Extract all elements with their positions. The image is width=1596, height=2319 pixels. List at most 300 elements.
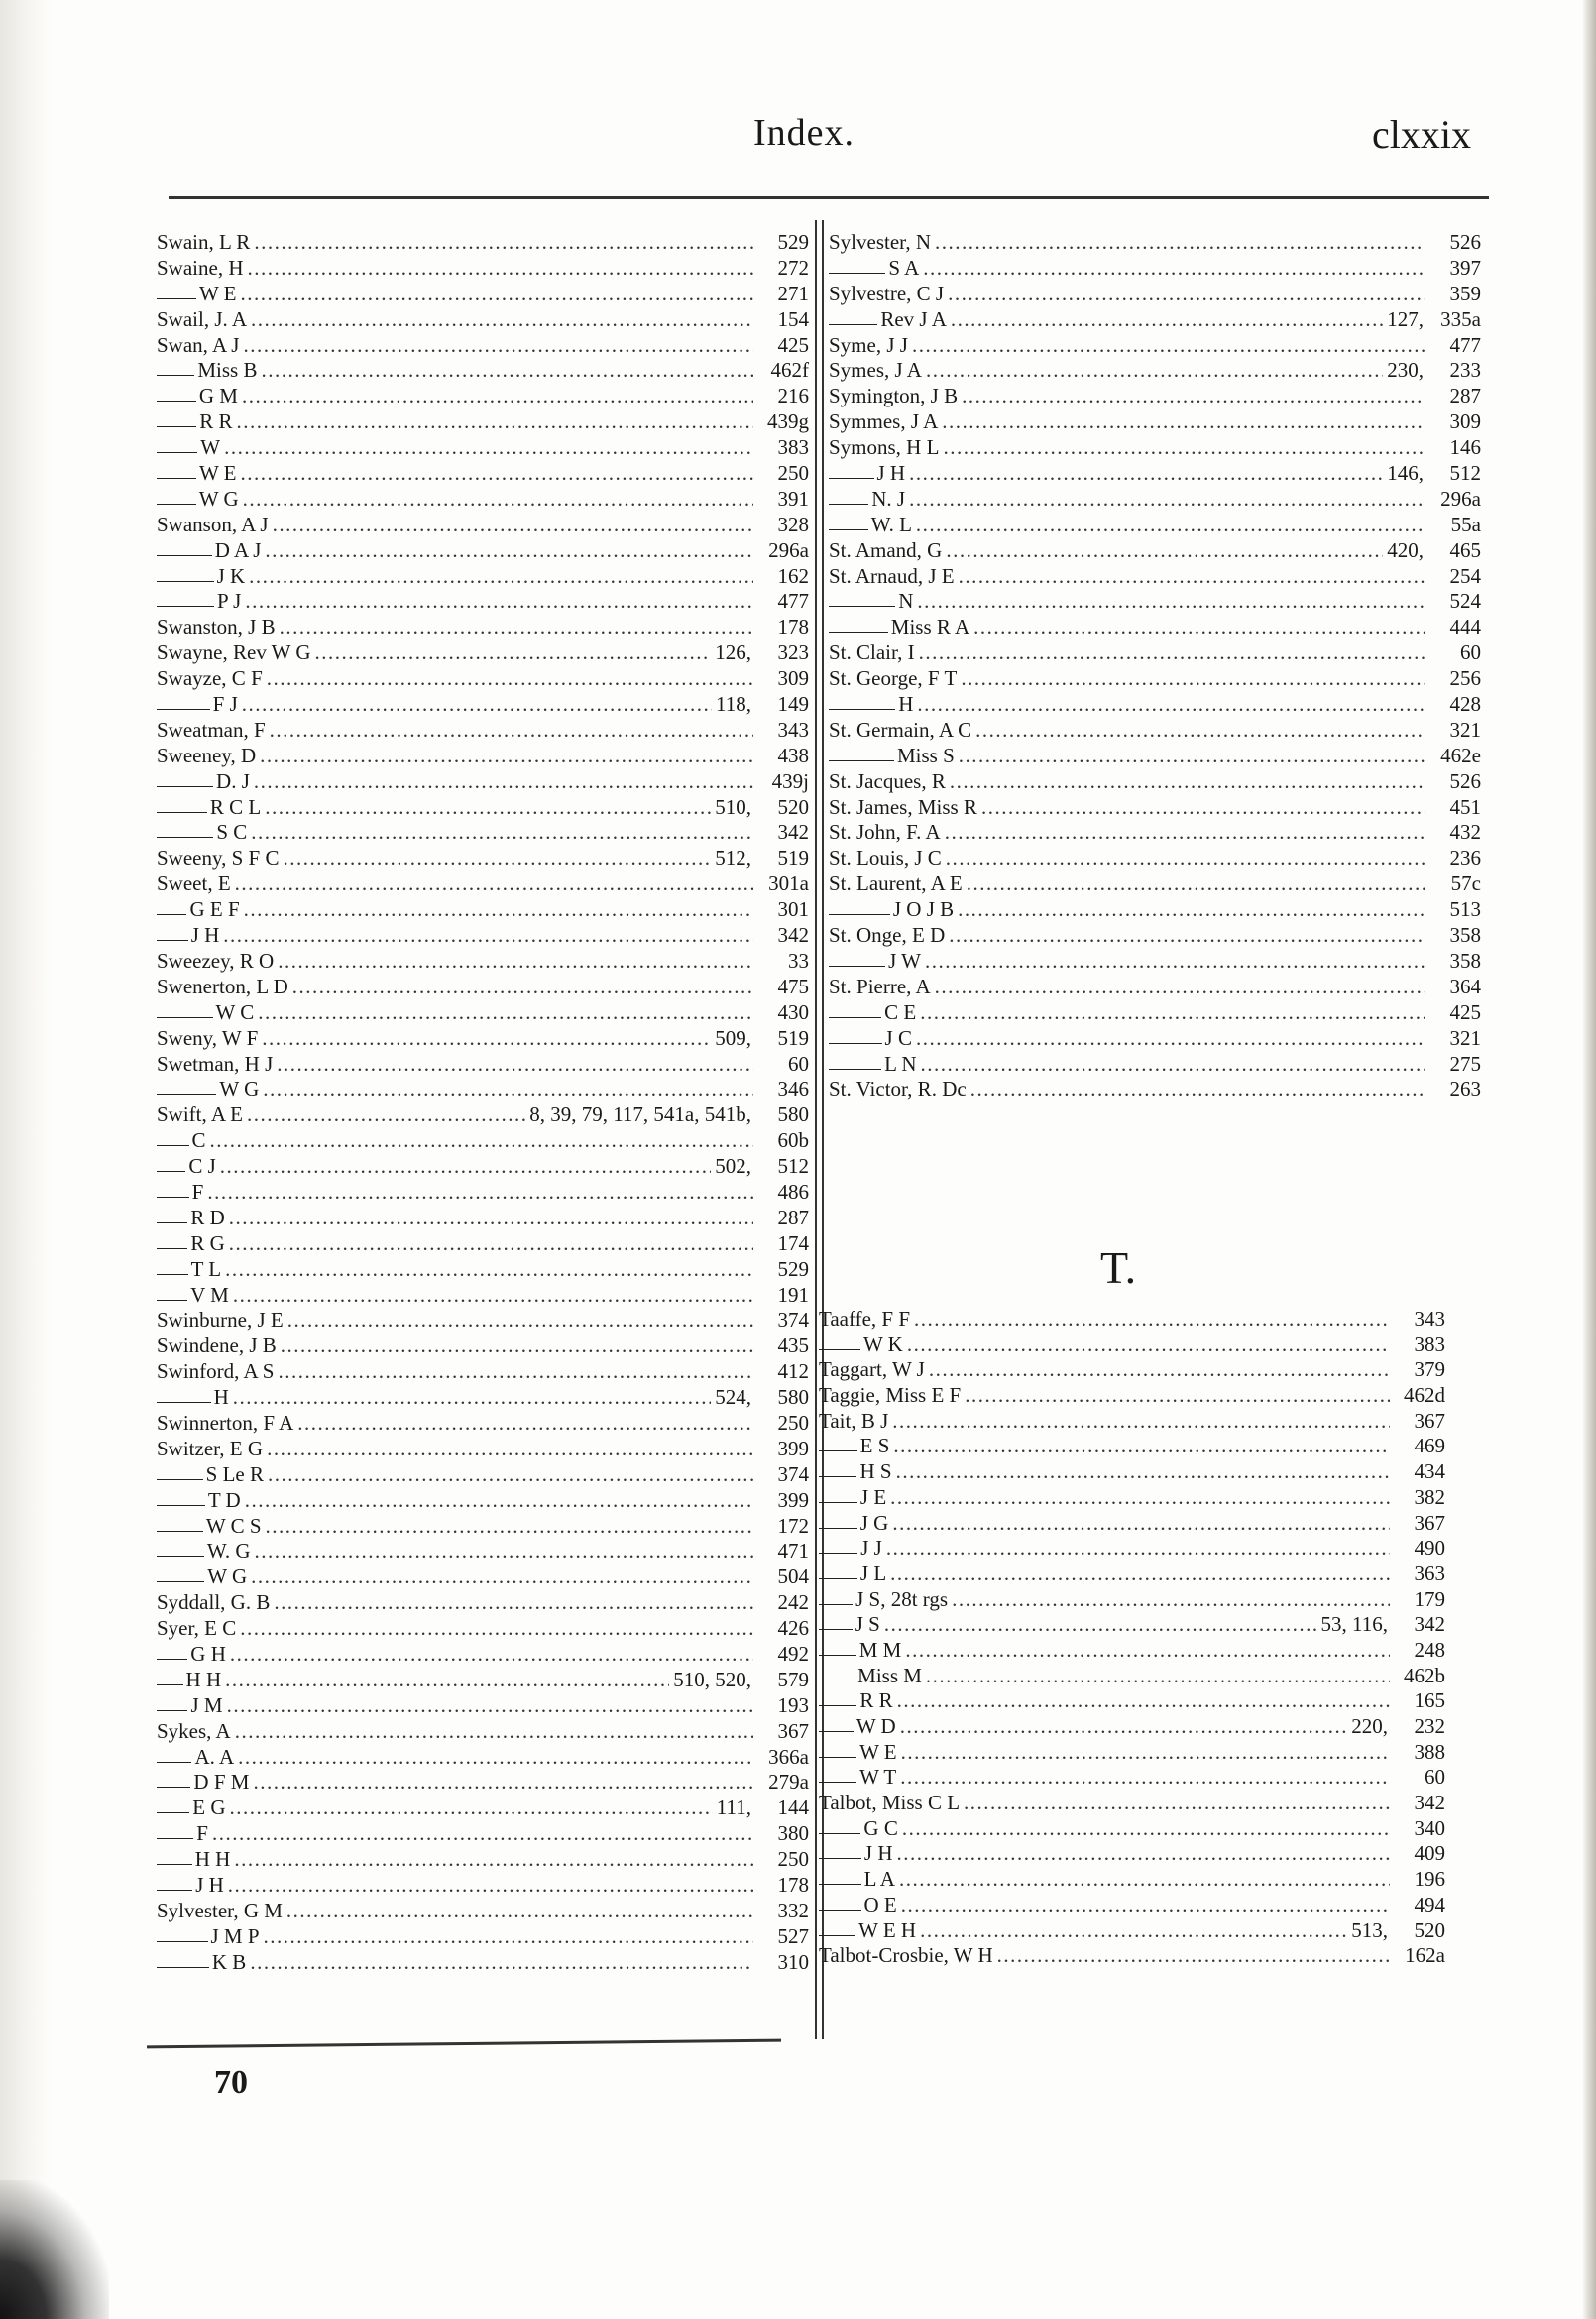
dot-leader <box>921 1052 1425 1078</box>
index-entry <box>157 1488 809 1514</box>
ditto-rule <box>157 1941 208 1942</box>
dot-leader <box>260 744 753 769</box>
entry-page: 425 <box>1449 999 1481 1024</box>
dot-leader <box>926 1664 1390 1689</box>
entry-name: Syer, E C <box>157 1616 237 1641</box>
entry-page: 367 <box>1414 1510 1445 1535</box>
dot-leader <box>942 409 1425 435</box>
index-entry <box>819 1791 1445 1816</box>
index-entry <box>819 1434 1445 1459</box>
entry-page: 242 <box>777 1590 809 1615</box>
ditto-rule <box>157 709 210 710</box>
entry-page: 529 <box>777 1256 809 1281</box>
index-entry <box>157 1642 809 1668</box>
index-entry <box>157 1437 809 1462</box>
entry-name: F <box>191 1179 204 1204</box>
ditto-rule <box>157 1531 203 1532</box>
entry-name: S Le R <box>205 1461 264 1486</box>
entry-page: 328 <box>777 512 809 536</box>
entry-name: S C <box>216 820 248 845</box>
entry-name: J H <box>863 1841 893 1866</box>
index-entry <box>819 1536 1445 1562</box>
entry-page: 475 <box>777 974 809 998</box>
index-entry <box>157 384 809 409</box>
page-edge <box>1582 0 1596 2319</box>
entry-page: 494 <box>1414 1892 1445 1916</box>
entry-name: O E <box>863 1892 897 1916</box>
entry-page: 296a <box>1440 486 1481 511</box>
entry-name: W G <box>219 1077 260 1102</box>
dot-leader <box>909 461 1383 487</box>
index-entry <box>829 949 1481 975</box>
entry-page: 486 <box>777 1179 809 1204</box>
entry-page: 254 <box>1449 563 1481 588</box>
entry-page: 524 <box>1449 589 1481 614</box>
dot-leader <box>262 1026 711 1052</box>
ditto-rule <box>157 1864 192 1865</box>
entry-name: W E <box>198 281 237 305</box>
dot-leader <box>251 307 753 333</box>
entry-name: W G <box>207 1565 248 1589</box>
entry-name: Switzer, E G <box>157 1436 264 1460</box>
index-entry <box>829 744 1481 769</box>
entry-name: W. L <box>870 512 912 536</box>
dot-leader <box>900 1765 1390 1791</box>
entry-page: 216 <box>777 384 809 408</box>
entry-name: St. Victor, R. Dc <box>829 1077 967 1102</box>
entry-page: 462b <box>1404 1663 1445 1687</box>
ditto-rule <box>819 1450 857 1451</box>
entry-page: 579 <box>777 1667 809 1691</box>
index-entry <box>829 230 1481 256</box>
entry-page: 55a <box>1450 512 1481 536</box>
entry-name: Miss B <box>197 358 258 383</box>
dot-leader <box>242 384 753 409</box>
entry-name: Sweatman, F <box>157 717 266 742</box>
entry-page: 526 <box>1449 230 1481 254</box>
dot-leader <box>207 1180 753 1206</box>
index-entry <box>819 1307 1445 1333</box>
entry-extra-pages: 118, <box>716 692 751 717</box>
ditto-rule <box>157 1710 187 1711</box>
ditto-rule <box>157 1762 191 1763</box>
dot-leader <box>946 846 1425 871</box>
dot-leader <box>959 744 1425 769</box>
index-entry <box>819 1740 1445 1766</box>
dot-leader <box>950 769 1425 795</box>
ditto-rule <box>157 1145 189 1146</box>
index-entry <box>819 1333 1445 1358</box>
entry-name: H H <box>194 1847 231 1872</box>
entry-page: 275 <box>1449 1051 1481 1076</box>
index-entry <box>157 1796 809 1821</box>
index-entry <box>157 1924 809 1950</box>
entry-extra-pages: 146, <box>1387 461 1424 486</box>
entry-name: H H <box>185 1667 222 1691</box>
entry-extra-pages: 53, 116, <box>1320 1612 1388 1637</box>
ditto-rule <box>819 1629 853 1630</box>
entry-page: 399 <box>777 1487 809 1512</box>
index-entry <box>157 487 809 513</box>
dot-leader <box>247 1102 525 1128</box>
entry-name: Swift, A E <box>157 1102 243 1127</box>
dot-leader <box>234 1847 753 1873</box>
index-entry <box>157 1770 809 1796</box>
entry-page: 301a <box>768 871 809 896</box>
dot-leader <box>245 1488 753 1514</box>
dot-leader <box>892 1511 1390 1537</box>
ditto-rule <box>157 812 207 813</box>
entry-extra-pages: 509, <box>715 1025 751 1050</box>
index-entry <box>157 1899 809 1924</box>
entry-name: Swain, L R <box>157 230 251 254</box>
dot-leader <box>975 718 1425 744</box>
entry-name: St. Louis, J C <box>829 846 942 870</box>
ditto-rule <box>157 1787 190 1788</box>
entry-page: 33 <box>788 948 809 973</box>
index-entry <box>829 769 1481 795</box>
dot-leader <box>907 1333 1390 1358</box>
dot-leader <box>254 230 753 256</box>
index-entry <box>157 1950 809 1976</box>
dot-leader <box>224 435 753 461</box>
entry-name: J K <box>216 563 246 588</box>
entry-page: 471 <box>777 1539 809 1564</box>
index-entry <box>157 718 809 744</box>
entry-page: 469 <box>1414 1434 1445 1458</box>
entry-page: 172 <box>777 1513 809 1538</box>
index-entry <box>157 1693 809 1719</box>
dot-leader <box>274 1590 753 1616</box>
index-entry <box>157 1385 809 1411</box>
dot-leader <box>900 1714 1348 1740</box>
ditto-rule <box>819 1705 856 1706</box>
ditto-rule <box>819 1476 856 1477</box>
entry-page: 529 <box>777 230 809 254</box>
index-entry <box>157 871 809 897</box>
ditto-rule <box>157 375 194 376</box>
dot-leader <box>266 1514 753 1540</box>
ditto-rule <box>157 452 197 453</box>
index-entry <box>157 1308 809 1333</box>
index-entry <box>157 666 809 692</box>
entry-page: 490 <box>1414 1536 1445 1561</box>
dot-leader <box>240 461 753 487</box>
entry-page: 512 <box>1449 461 1481 486</box>
ditto-rule <box>829 478 874 479</box>
index-entry <box>157 1102 809 1128</box>
entry-extra-pages: 513, <box>1351 1917 1388 1942</box>
entry-extra-pages: 512, <box>715 846 751 870</box>
entry-name: H <box>213 1385 229 1410</box>
entry-name: G E F <box>189 897 240 922</box>
dot-leader <box>958 897 1425 923</box>
index-entry <box>157 1283 809 1309</box>
entry-name: Swinburne, J E <box>157 1308 284 1333</box>
entry-name: J M P <box>210 1923 260 1948</box>
entry-page: 279a <box>768 1770 809 1795</box>
entry-name: St. Pierre, A <box>829 974 931 998</box>
dot-leader <box>242 692 712 718</box>
ditto-rule <box>157 914 186 915</box>
ditto-rule <box>157 1890 192 1891</box>
entry-page: 374 <box>777 1308 809 1333</box>
entry-page: 342 <box>777 820 809 845</box>
index-entry <box>157 640 809 666</box>
index-entry <box>157 358 809 384</box>
ditto-rule <box>829 632 888 633</box>
ditto-rule <box>157 786 213 787</box>
dot-leader <box>890 1562 1390 1587</box>
entry-page: 477 <box>777 589 809 614</box>
dot-leader <box>238 1745 753 1771</box>
entry-name: Swanston, J B <box>157 615 276 639</box>
index-entry <box>157 1411 809 1437</box>
entry-name: Swayne, Rev W G <box>157 640 311 665</box>
index-entry <box>157 307 809 333</box>
entry-page: 363 <box>1414 1561 1445 1585</box>
entry-page: 382 <box>1414 1484 1445 1509</box>
entry-page: 301 <box>777 897 809 922</box>
corner-shadow <box>0 2180 109 2319</box>
index-entry <box>157 769 809 795</box>
entry-page: 296a <box>768 537 809 562</box>
entry-page: 191 <box>777 1282 809 1307</box>
entry-page: 462d <box>1404 1383 1445 1408</box>
ditto-rule <box>829 1017 881 1018</box>
index-entry <box>157 435 809 461</box>
index-entry <box>829 666 1481 692</box>
dot-leader <box>267 1437 753 1462</box>
entry-page: 165 <box>1414 1688 1445 1713</box>
entry-page: 383 <box>777 435 809 460</box>
index-entry <box>157 1719 809 1745</box>
entry-name: W E <box>198 461 237 486</box>
index-entry <box>819 1612 1445 1638</box>
entry-name: Miss R A <box>890 615 970 639</box>
index-entry <box>157 1128 809 1154</box>
entry-page: 60 <box>1425 1765 1445 1790</box>
entry-name: Sylvester, G M <box>157 1898 283 1922</box>
dot-leader <box>959 564 1425 590</box>
entry-page: 287 <box>1449 384 1481 408</box>
entry-name: Taggie, Miss E F <box>819 1383 962 1408</box>
dot-leader <box>233 1385 712 1411</box>
entry-page: 250 <box>777 1847 809 1872</box>
ditto-rule <box>819 1655 856 1656</box>
index-entry <box>829 307 1481 333</box>
entry-name: C E <box>884 999 917 1024</box>
entry-name: Sylvester, N <box>829 230 931 254</box>
dot-leader <box>229 1206 753 1231</box>
entry-name: R D <box>190 1205 225 1229</box>
index-entry <box>157 1257 809 1283</box>
entry-page: 580 <box>777 1385 809 1410</box>
entry-page: 343 <box>777 717 809 742</box>
dot-leader <box>233 1283 753 1309</box>
index-entry <box>157 897 809 923</box>
index-entry <box>157 1821 809 1847</box>
index-entry <box>829 487 1481 513</box>
dot-leader <box>896 1459 1390 1485</box>
ditto-rule <box>157 1479 203 1480</box>
dot-leader <box>230 1642 753 1668</box>
entry-page: 60 <box>788 1051 809 1076</box>
entry-page: 342 <box>1414 1612 1445 1637</box>
entry-page: 412 <box>777 1359 809 1384</box>
ditto-rule <box>829 966 885 967</box>
entry-page: 465 <box>1449 537 1481 562</box>
dot-leader <box>948 282 1425 307</box>
ditto-rule <box>157 504 196 505</box>
dot-leader <box>253 1770 753 1796</box>
entry-page: 271 <box>777 281 809 305</box>
entry-name: R R <box>199 409 233 434</box>
index-entry <box>157 744 809 769</box>
entry-name: D F M <box>193 1770 250 1795</box>
index-entry <box>157 692 809 718</box>
index-entry <box>819 1867 1445 1893</box>
entry-name: Swinnerton, F A <box>157 1410 294 1435</box>
index-entry <box>829 1000 1481 1026</box>
right-column-s <box>829 230 1481 1102</box>
entry-extra-pages: 420, <box>1387 537 1424 562</box>
entry-page: 263 <box>1449 1077 1481 1102</box>
entry-name: Talbot-Crosbie, W H <box>819 1943 993 1968</box>
dot-leader <box>952 1587 1390 1613</box>
ditto-rule <box>157 1274 188 1275</box>
dot-leader <box>273 513 753 538</box>
ditto-rule <box>829 324 877 325</box>
ditto-rule <box>157 555 212 556</box>
entry-page: 430 <box>777 999 809 1024</box>
entry-page: 435 <box>777 1333 809 1358</box>
entry-page: 374 <box>777 1461 809 1486</box>
dot-leader <box>973 615 1425 640</box>
entry-name: D. J <box>216 768 250 793</box>
dot-leader <box>967 871 1425 897</box>
entry-name: St. James, Miss R <box>829 794 977 819</box>
entry-page: 60b <box>777 1128 809 1153</box>
ditto-rule <box>819 1528 857 1529</box>
entry-name: G M <box>198 384 238 408</box>
section-letter: T. <box>1100 1242 1137 1293</box>
left-column <box>157 230 809 1976</box>
ditto-rule <box>157 1812 189 1813</box>
dot-leader <box>970 1077 1425 1102</box>
dot-leader <box>905 1638 1390 1664</box>
index-entry <box>157 923 809 949</box>
ditto-rule <box>829 606 895 607</box>
dot-leader <box>251 820 753 846</box>
entry-name: W G <box>198 486 239 511</box>
entry-name: Miss S <box>897 743 955 767</box>
entry-page: 462e <box>1440 743 1481 767</box>
entry-name: St. Germain, A C <box>829 717 972 742</box>
index-entry <box>819 1562 1445 1587</box>
dot-leader <box>901 1893 1390 1918</box>
index-entry <box>829 435 1481 461</box>
ditto-rule <box>157 1197 189 1198</box>
index-entry <box>157 1873 809 1899</box>
dot-leader <box>949 923 1425 949</box>
index-entry <box>829 975 1481 1000</box>
entry-name: J H <box>876 461 906 486</box>
index-entry <box>819 1357 1445 1383</box>
dot-leader <box>243 487 753 513</box>
entry-page: 193 <box>777 1692 809 1717</box>
entry-page: 272 <box>777 255 809 280</box>
dot-leader <box>919 640 1425 666</box>
entry-page: 366a <box>768 1744 809 1769</box>
dot-leader <box>212 1821 753 1847</box>
index-entry <box>829 615 1481 640</box>
entry-page: 309 <box>1449 409 1481 434</box>
index-entry <box>819 1638 1445 1664</box>
entry-page: 335a <box>1440 306 1481 331</box>
entry-name: Swindene, J B <box>157 1333 277 1358</box>
entry-name: A. A <box>194 1744 235 1769</box>
index-entry <box>829 897 1481 923</box>
index-entry <box>819 1383 1445 1409</box>
dot-leader <box>228 1873 753 1899</box>
dot-leader <box>265 795 711 821</box>
ditto-rule <box>819 1884 861 1885</box>
entry-page: 196 <box>1414 1867 1445 1892</box>
dot-leader <box>929 1357 1390 1383</box>
index-entry <box>157 1565 809 1590</box>
entry-page: 520 <box>1414 1917 1445 1942</box>
ditto-rule <box>819 1782 856 1783</box>
ditto-rule <box>819 1910 861 1911</box>
ditto-rule <box>157 1222 187 1223</box>
index-entry <box>157 1000 809 1026</box>
entry-page: 426 <box>777 1616 809 1641</box>
entry-page: 340 <box>1414 1815 1445 1840</box>
index-entry <box>157 230 809 256</box>
entry-name: Syme, J J <box>829 332 908 357</box>
entry-page: 380 <box>777 1821 809 1846</box>
index-entry <box>157 564 809 590</box>
entry-name: M M <box>858 1637 902 1662</box>
dot-leader <box>220 1154 711 1180</box>
index-entry <box>829 409 1481 435</box>
entry-name: Sweezey, R O <box>157 948 275 973</box>
index-entry <box>829 564 1481 590</box>
dot-leader <box>223 923 753 949</box>
entry-name: W T <box>859 1765 897 1790</box>
entry-name: J E <box>859 1484 887 1509</box>
entry-page: 149 <box>777 692 809 717</box>
entry-page: 432 <box>1449 820 1481 845</box>
entry-name: R C L <box>209 794 262 819</box>
page-title: Index. <box>753 112 855 154</box>
entry-name: T L <box>190 1256 222 1281</box>
entry-page: 250 <box>777 1410 809 1435</box>
ditto-rule <box>157 1556 204 1557</box>
entry-page: 154 <box>777 306 809 331</box>
entry-page: 346 <box>777 1077 809 1102</box>
entry-extra-pages: 111, <box>716 1796 751 1820</box>
index-entry <box>157 1359 809 1385</box>
entry-page: 526 <box>1449 768 1481 793</box>
dot-leader <box>899 1867 1390 1893</box>
index-entry <box>157 1206 809 1231</box>
entry-name: C <box>191 1128 206 1153</box>
index-entry <box>819 1918 1445 1944</box>
index-entry <box>819 1587 1445 1613</box>
entry-extra-pages: 230, <box>1387 358 1424 383</box>
